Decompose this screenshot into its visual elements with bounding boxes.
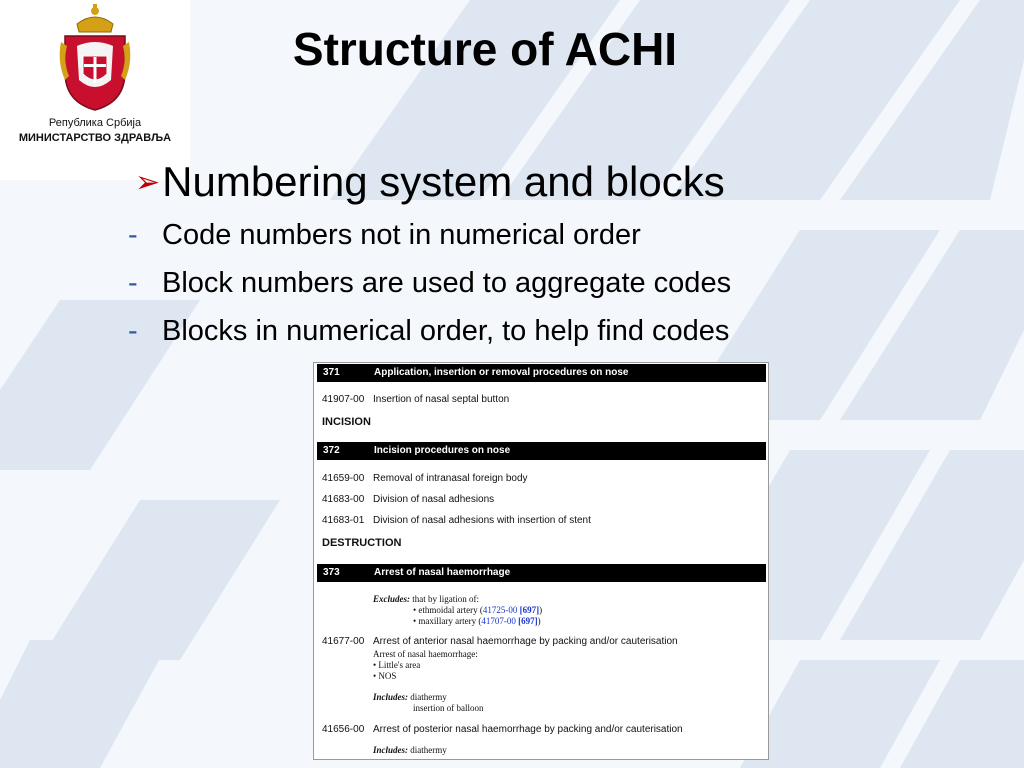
code-description: Division of nasal adhesions with insertion of stent [373,515,591,526]
bullet-text: Code numbers not in numerical order [162,219,641,251]
code-subtext: • Little's area [373,660,421,670]
excludes-note [373,594,479,604]
code-link[interactable]: 41707-00 [481,616,516,626]
code-description: Insertion of nasal septal button [373,394,510,405]
bullet-text: Block numbers are used to aggregate codes [162,267,732,299]
serbian-coat-of-arms-icon [55,2,135,114]
code-number: 41683-00 [322,494,365,505]
slide-title: Structure of ACHI [292,23,678,75]
includes-text: insertion of balloon [413,703,484,713]
block-ref: [697] [518,616,538,626]
code-description: Arrest of anterior nasal haemorrhage by packing and/or cauterisation [373,636,678,647]
logo-ministry-text: МИНИСТАРСТВО ЗДРАВЉА [18,132,172,144]
section-title-incision: INCISION [322,416,371,428]
excludes-item [413,616,541,626]
excludes-item-text: • maxillary artery ( [413,616,482,626]
achi-excerpt-document [313,362,769,760]
block-header-372 [317,442,766,460]
code-subtext: • NOS [373,671,397,681]
excludes-text: that by ligation of: [412,594,479,604]
bullet-item [128,219,641,252]
arrow-bullet-icon: ➢ [135,166,161,199]
block-link[interactable] [518,616,538,626]
code-link[interactable]: 41725-00 [482,605,518,615]
bullet-item [128,267,731,300]
block-description: Incision procedures on nose [374,445,511,456]
block-header-371 [317,364,766,382]
excludes-item-close: ) [539,605,543,615]
bullet-item [128,315,729,348]
block-number: 373 [323,567,340,578]
ministry-logo [0,0,190,180]
section-heading-text: Numbering system and blocks [162,158,725,205]
section-title-destruction: DESTRUCTION [322,537,402,549]
excludes-item-close: ) [537,616,541,626]
block-number: 372 [323,445,340,456]
code-number: 41907-00 [322,394,365,405]
code-number: 41656-00 [322,724,365,735]
code-number: 41659-00 [322,473,365,484]
excludes-item-text: • ethmoidal artery ( [413,605,483,615]
code-description: Removal of intranasal foreign body [373,473,528,484]
includes-note [373,745,447,755]
dash-bullet: - [128,219,138,251]
block-link[interactable] [519,605,543,615]
bullet-text: Blocks in numerical order, to help find codes [162,315,730,347]
includes-text: diathermy [410,745,447,755]
logo-country-text: Република Србија [48,117,142,129]
excludes-item [413,605,542,615]
code-number: 41677-00 [322,636,365,647]
code-subtext: Arrest of nasal haemorrhage: [373,649,478,659]
block-description: Arrest of nasal haemorrhage [374,567,511,578]
section-heading [135,158,725,206]
block-number: 371 [323,367,340,378]
block-description: Application, insertion or removal procedures on nose [374,367,629,378]
includes-label: Includes: [373,692,409,702]
dash-bullet: - [128,267,138,299]
code-description: Division of nasal adhesions [373,494,495,505]
includes-label: Includes: [373,745,409,755]
block-ref: [697] [519,605,540,615]
excludes-label: Excludes: [373,594,410,604]
block-header-373 [317,564,766,582]
includes-note [373,692,447,702]
includes-text: diathermy [410,692,447,702]
code-description: Arrest of posterior nasal haemorrhage by packing and/or cauterisation [373,724,683,735]
dash-bullet: - [128,315,138,347]
code-number: 41683-01 [322,515,365,526]
